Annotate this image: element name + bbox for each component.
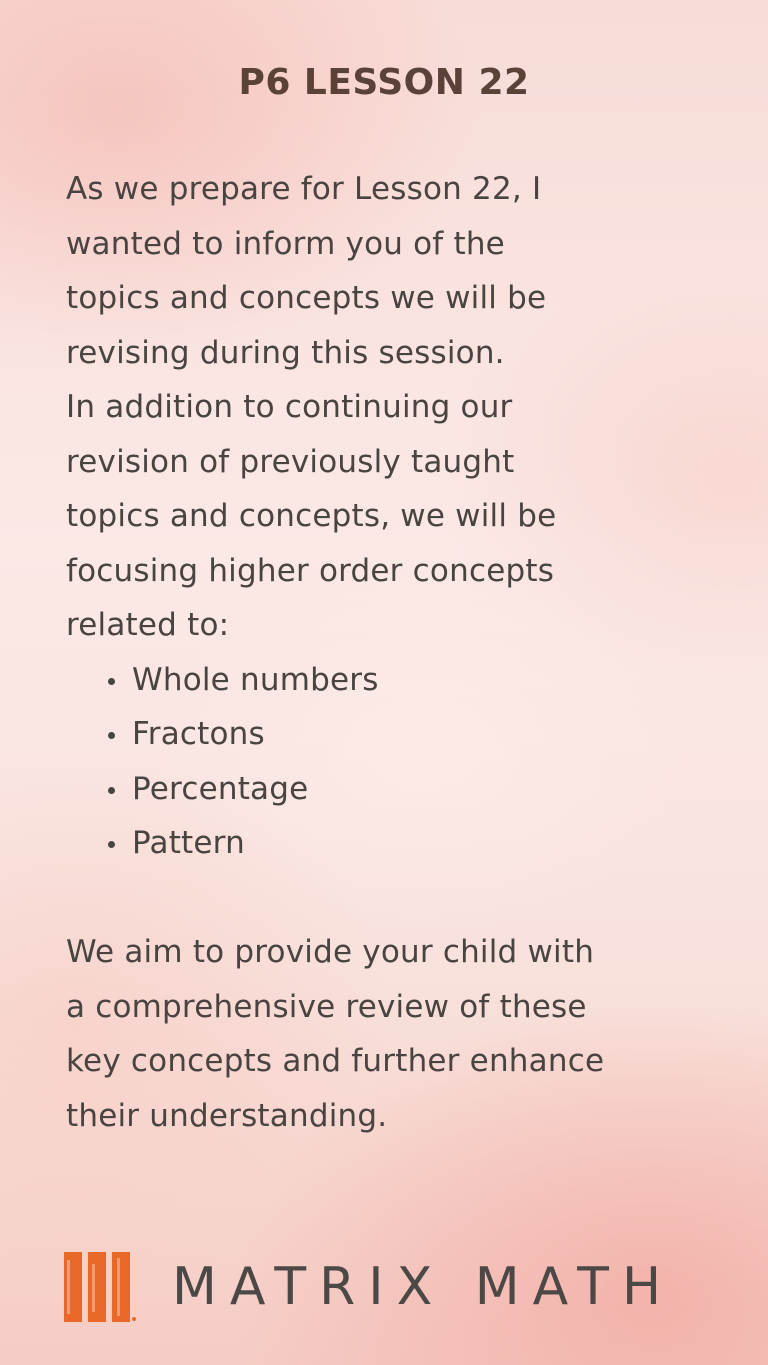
text-line: In addition to continuing our (66, 389, 513, 425)
text-line: topics and concepts, we will be (66, 498, 557, 534)
closing-paragraph (66, 925, 746, 1143)
brand-name: MATRIX MATH (172, 1257, 675, 1317)
notice-body (66, 162, 746, 1143)
topic-list (66, 653, 746, 871)
text-line: wanted to inform you of the (66, 225, 505, 262)
list-item: Whole numbers (106, 653, 746, 708)
text-line: a comprehensive review of these (66, 988, 587, 1025)
text-line: focusing higher order concepts (66, 552, 555, 589)
text-line: As we prepare for Lesson 22, I (66, 171, 542, 207)
paragraph-spacer (66, 871, 746, 926)
intro-paragraph (66, 162, 746, 380)
list-item: Percentage (106, 762, 746, 817)
matrix-bars-icon (64, 1252, 136, 1322)
text-line: revision of previously taught (66, 443, 515, 480)
brand-logo (64, 1252, 674, 1322)
text-line: topics and concepts we will be (66, 280, 547, 316)
list-item: Fractons (106, 707, 746, 762)
text-line: their understanding. (66, 1097, 388, 1134)
list-item: Pattern (106, 816, 746, 871)
text-line: We aim to provide your child with (66, 934, 595, 970)
page-title: P6 LESSON 22 (238, 62, 530, 103)
text-line: related to: (66, 607, 230, 643)
focus-paragraph (66, 380, 746, 653)
text-line: key concepts and further enhance (66, 1043, 605, 1079)
text-line: revising during this session. (66, 334, 505, 371)
